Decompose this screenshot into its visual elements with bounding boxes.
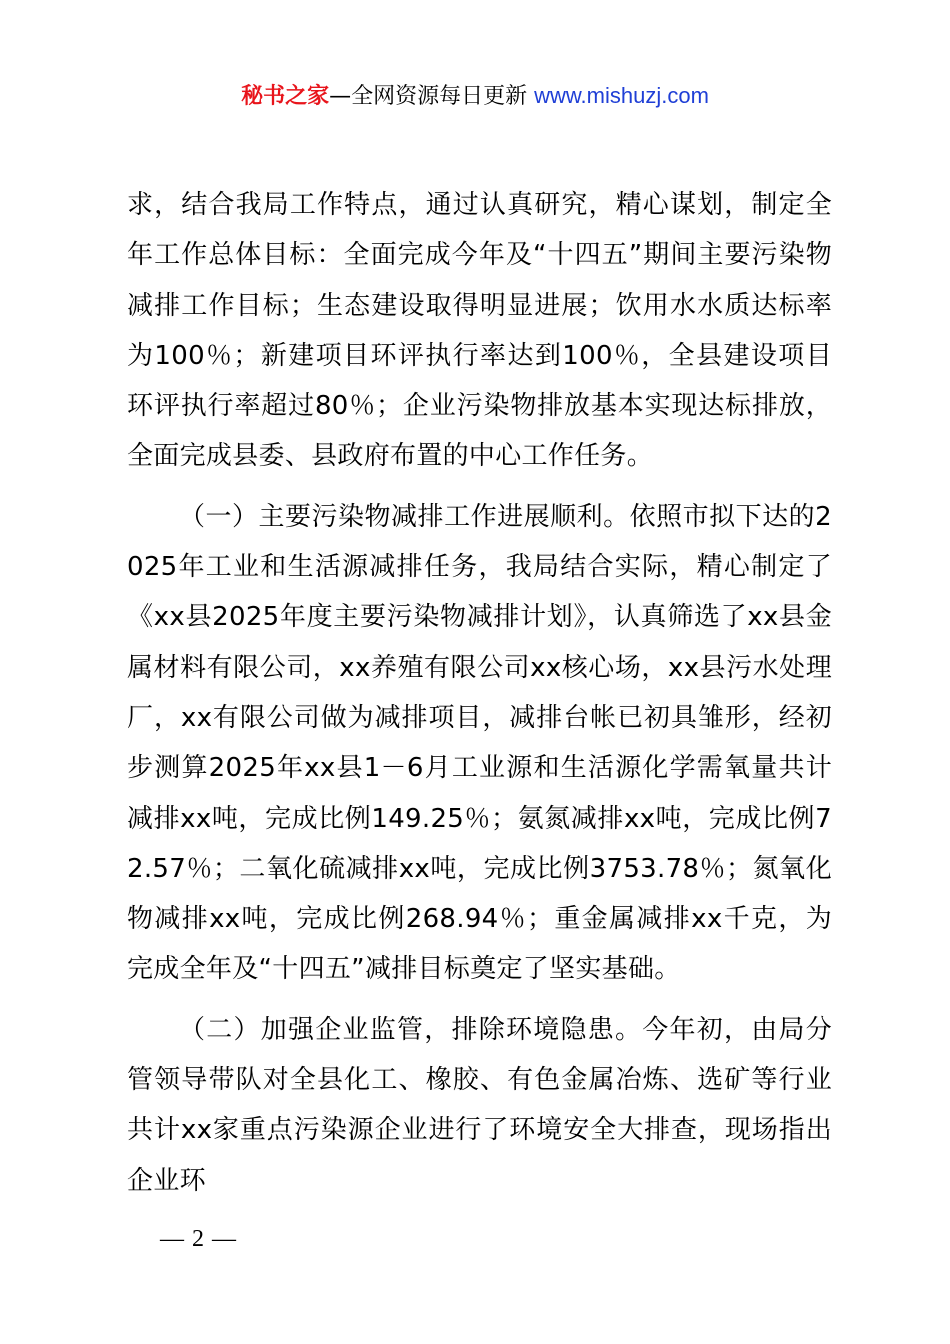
paragraph-section-2: （二）加强企业监管，排除环境隐患。今年初，由局分管领导带队对全县化工、橡胶、有色金属冶炼、选矿等行业共计xx家重点污染源企业进行了环境安全大排查，现场指出企业环 bbox=[127, 1014, 832, 1196]
page-number: — 2 — bbox=[160, 1226, 237, 1252]
document-body bbox=[127, 180, 832, 1206]
site-header bbox=[0, 80, 950, 113]
site-url-link[interactable]: www.mishuzj.com bbox=[534, 83, 709, 108]
site-tagline: —全网资源每日更新 bbox=[329, 84, 528, 109]
paragraph-continuation: 求，结合我局工作特点，通过认真研究，精心谋划，制定全年工作总体目标：全面完成今年及“十四五”期间主要污染物减排工作目标；生态建设取得明显进展；饮用水水质达标率为100％；新建项目环评执行率达到100％，全县建设项目环评执行率超过80％；企业污染物排放基本实现达标排放，全面完成县委、县政府布置的中心工作任务。 bbox=[127, 190, 832, 472]
paragraph-section-1: （一）主要污染物减排工作进展顺利。依照市拟下达的2025年工业和生活源减排任务，我局结合实际，精心制定了《xx县2025年度主要污染物减排计划》，认真筛选了xx县金属材料有限公司，xx养殖有限公司xx核心场，xx县污水处理厂，xx有限公司做为减排项目，减排台帐已初具雏形，经初步测算2025年xx县1－6月工业源和生活源化学需氧量共计减排xx吨，完成比例149.25％；氨氮减排xx吨，完成比例72.57％；二氧化硫减排xx吨，完成比例3753.78％；氮氧化物减排xx吨，完成比例268.94％；重金属减排xx千克，为完成全年及“十四五”减排目标奠定了坚实基础。 bbox=[127, 501, 832, 985]
site-brand: 秘书之家 bbox=[241, 84, 330, 109]
